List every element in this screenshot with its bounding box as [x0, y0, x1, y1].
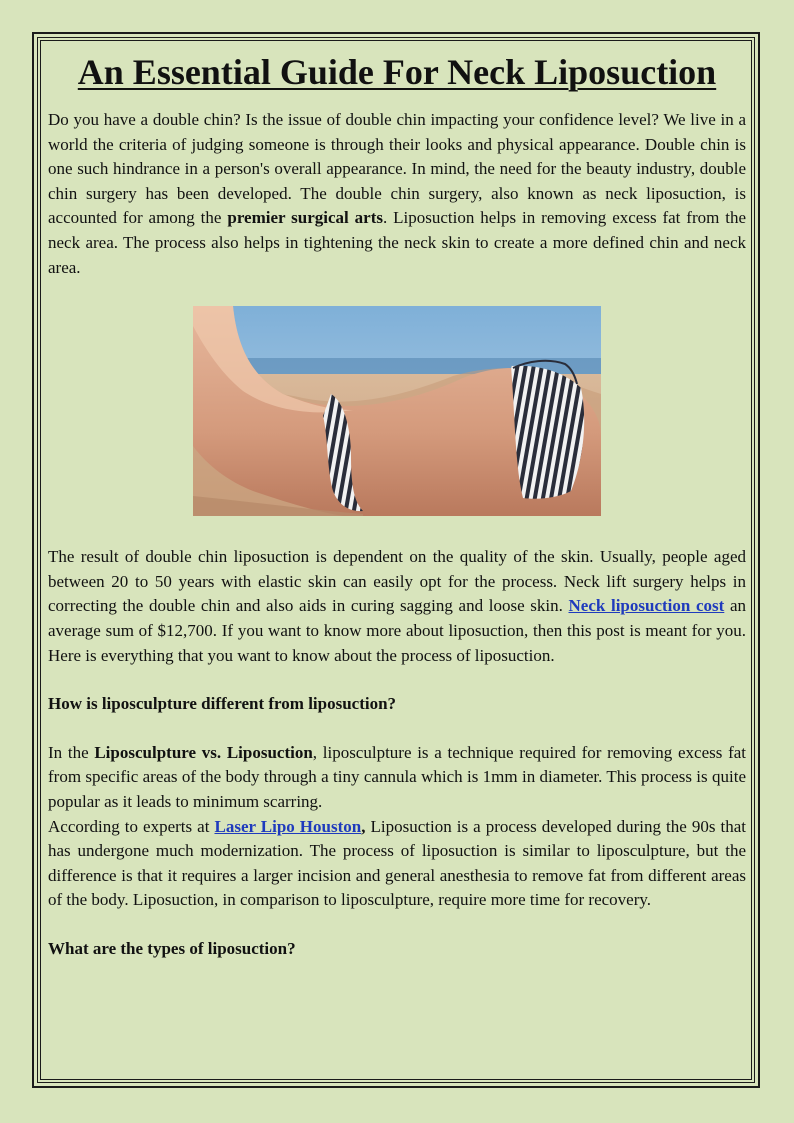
experts-paragraph: According to experts at Laser Lipo Houston, Liposuction is a process developed during the 90s that has undergone much modernization. The process of liposuction is similar to liposculpture, but the difference is that it requires a larger incision and general anesthesia to remove fat from different areas of the body. Liposuction, in comparison to liposculpture, require more time for recovery. — [48, 816, 747, 910]
bikini-beach-image — [193, 306, 601, 516]
neck-liposuction-cost-link[interactable]: Neck liposuction cost — [568, 596, 725, 616]
document-content — [48, 48, 746, 961]
laser-lipo-houston-link[interactable]: Laser Lipo Houston — [214, 816, 362, 836]
result-paragraph: The result of double chin liposuction is dependent on the quality of the skin. Usually, people aged between 20 to 50 years with elastic skin can easily opt for the process. Neck lift surgery helps in correcting the double chin and also aids in curing sagging and loose skin. Neck liposuction cost an average sum of $12,700. If you want to know more about liposuction, then this post is meant for you. Here is everything that you want to know about the process of liposuction. — [48, 547, 746, 665]
page-title: An Essential Guide For Neck Liposuction — [77, 52, 717, 92]
intro-paragraph: Do you have a double chin? Is the issue of double chin impacting your confidence level? We live in a world the criteria of judging someone is through their looks and physical appearance. Double chin is one such hindrance in a person's overall appearance. In mind, the need for the beauty industry, double chin surgery has been developed. The double chin surgery, also known as neck liposuction, is accounted for among the premier surgical arts. Liposuction helps in removing excess fat from the neck area. The process also helps in tightening the neck skin to create a more defined chin and neck area. — [48, 110, 747, 277]
beach-photo — [193, 306, 601, 516]
premier-surgical-arts-bold: premier surgical arts — [227, 208, 383, 228]
liposculpture-vs-liposuction-bold: Liposculpture vs. Liposuction — [94, 742, 313, 762]
section-heading-types: What are the types of liposuction? — [48, 938, 296, 958]
section-heading-difference: How is liposculpture different from liposuction? — [48, 694, 397, 714]
difference-paragraph: In the Liposculpture vs. Liposuction, liposculpture is a technique required for removing excess fat from specific areas of the body through a tiny cannula which is 1mm in diameter. This process is quite popular as it leads to minimum scarring. — [48, 742, 746, 811]
